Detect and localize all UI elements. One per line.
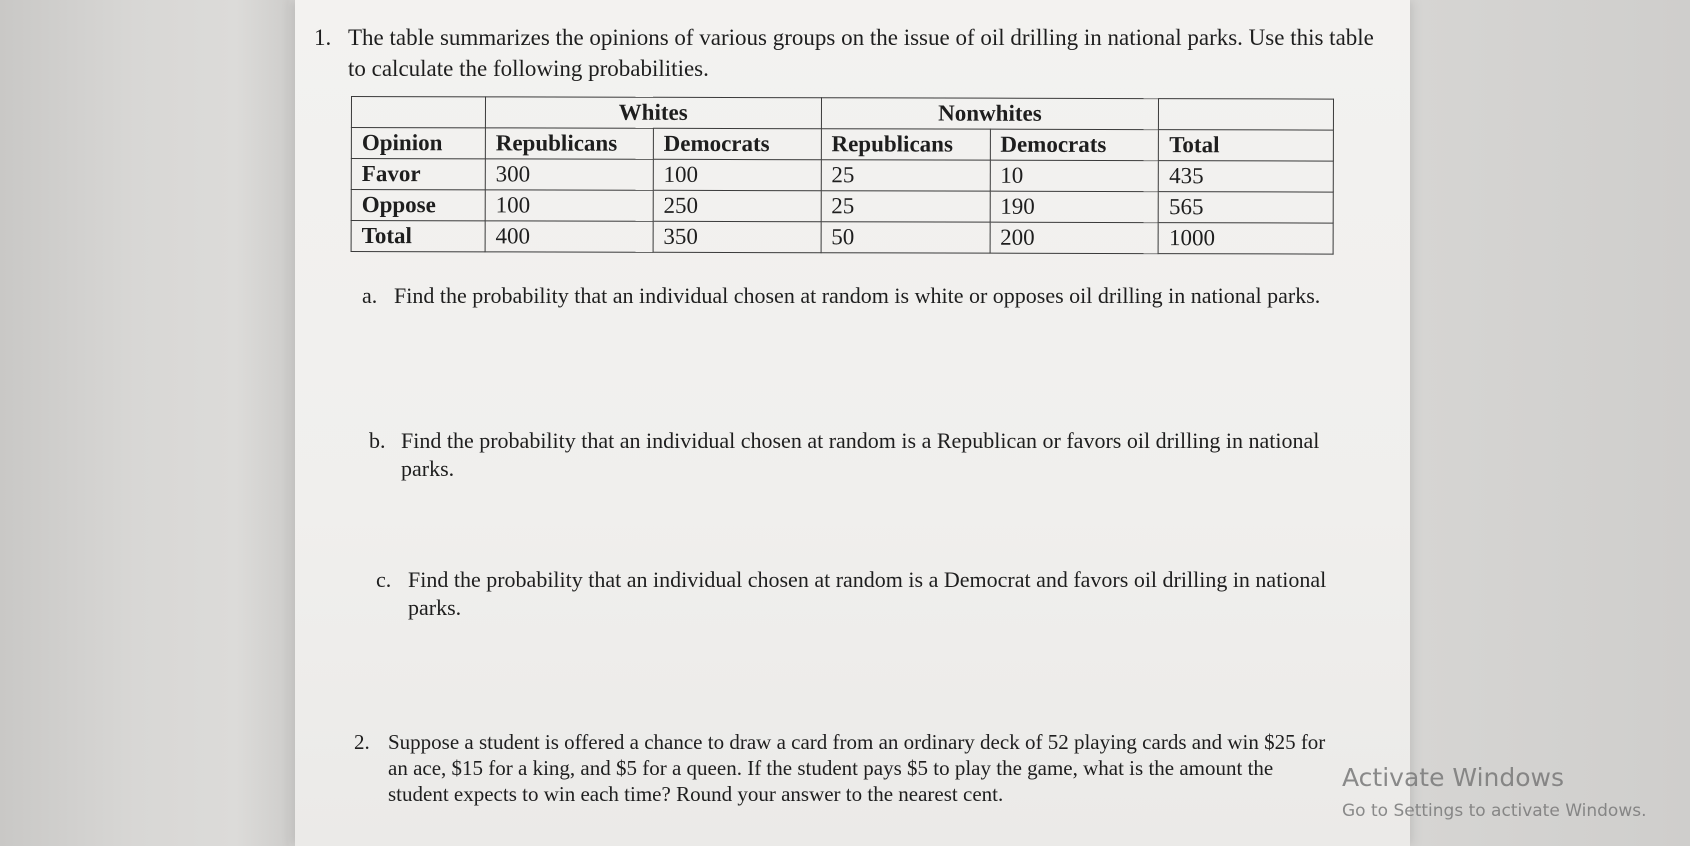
column-header-nonwhite-republicans: Republicans — [821, 129, 990, 160]
part-a — [362, 282, 1322, 310]
table-cell: 200 — [990, 222, 1159, 253]
part-b — [369, 427, 1344, 483]
column-header-opinion: Opinion — [351, 128, 485, 159]
table-cell: 435 — [1159, 161, 1334, 192]
table-cell: 10 — [990, 160, 1159, 191]
row-label: Oppose — [351, 190, 485, 221]
question-1 — [314, 22, 1374, 84]
row-label: Favor — [351, 159, 485, 190]
table-cell: 50 — [821, 222, 990, 253]
table-cell: 400 — [485, 221, 653, 252]
question-1-number: 1. — [314, 25, 332, 50]
table-cell: 565 — [1159, 192, 1334, 223]
part-c-label: c. — [376, 567, 392, 592]
table-cell: 300 — [485, 159, 653, 190]
activate-windows-watermark — [1342, 762, 1647, 824]
part-a-text: Find the probability that an individual chosen at random is white or opposes oil drilling in national parks. — [394, 283, 1321, 308]
column-header-white-democrats: Democrats — [653, 128, 821, 159]
table-cell: 250 — [653, 190, 821, 221]
activate-windows-title: Activate Windows — [1342, 763, 1564, 792]
table-cell: 25 — [821, 160, 990, 191]
group-header-whites: Whites — [485, 97, 821, 129]
table-cell: 25 — [821, 191, 990, 222]
part-a-label: a. — [362, 283, 378, 308]
group-header-empty — [1159, 99, 1334, 130]
table-cell: 1000 — [1158, 223, 1333, 254]
part-c-text: Find the probability that an individual chosen at random is a Democrat and favors oil drilling in national parks. — [408, 567, 1327, 620]
group-header-empty — [351, 97, 485, 128]
column-header-nonwhite-democrats: Democrats — [990, 129, 1159, 160]
table-row — [351, 221, 1333, 255]
question-2-number: 2. — [354, 730, 370, 754]
table-row — [351, 159, 1333, 193]
table-header-row — [351, 128, 1333, 162]
table-cell: 100 — [653, 159, 821, 190]
part-b-label: b. — [369, 428, 386, 453]
part-c — [376, 566, 1341, 622]
table-cell: 100 — [485, 190, 653, 221]
opinion-table — [351, 96, 1334, 255]
activate-windows-subtitle: Go to Settings to activate Windows. — [1342, 801, 1647, 821]
question-2 — [354, 729, 1334, 807]
table-cell: 190 — [990, 191, 1159, 222]
question-2-text: Suppose a student is offered a chance to draw a card from an ordinary deck of 52 playing cards and win $25 for an ace, $15 for a king, and $5 for a queen. If the student pays $5 to play the game, what is the amount the student expects to win each time? Round your answer to the nearest cent. — [388, 730, 1326, 806]
column-header-total: Total — [1159, 130, 1334, 161]
table-group-header-row — [351, 97, 1333, 131]
part-b-text: Find the probability that an individual chosen at random is a Republican or favors oil drilling in national parks. — [401, 428, 1320, 481]
row-label: Total — [351, 221, 485, 252]
table-row — [351, 190, 1333, 224]
column-header-white-republicans: Republicans — [485, 128, 653, 159]
question-1-text: The table summarizes the opinions of various groups on the issue of oil drilling in national parks. Use this table to calculate the following probabilities. — [348, 25, 1374, 81]
table-cell: 350 — [653, 221, 821, 252]
group-header-nonwhites: Nonwhites — [821, 98, 1159, 130]
